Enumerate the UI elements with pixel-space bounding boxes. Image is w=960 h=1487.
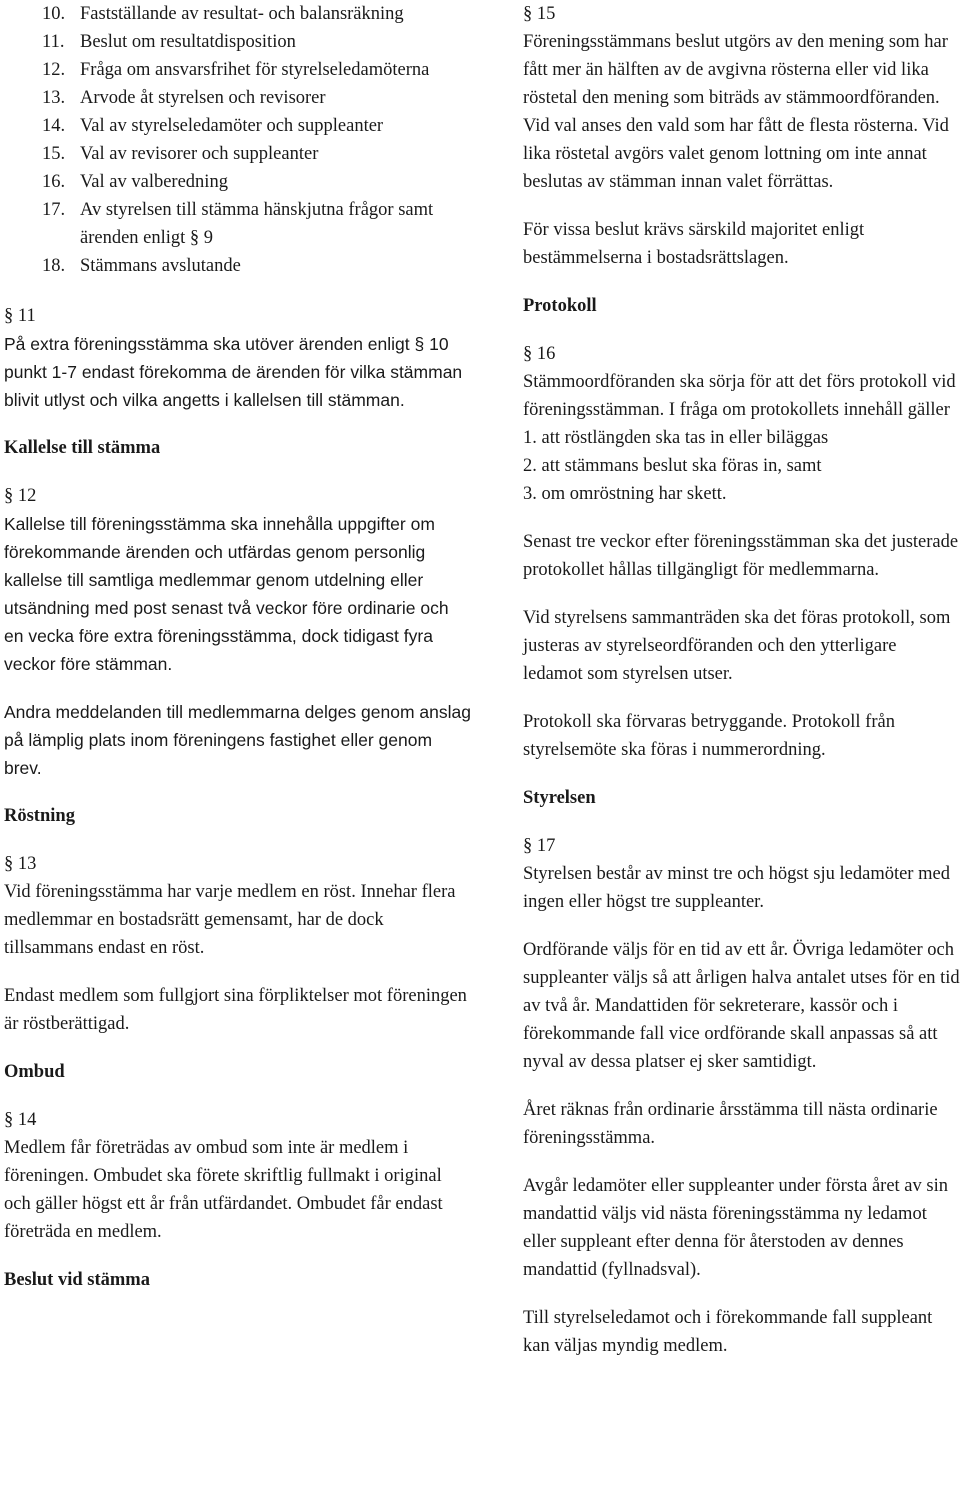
spacer	[523, 196, 960, 216]
spacer	[523, 1076, 960, 1096]
spacer	[4, 678, 472, 698]
section-number-17: § 17	[523, 836, 556, 856]
spacer	[523, 916, 960, 936]
list-item: 10. Fastställande av resultat- och balansräkning	[42, 4, 404, 24]
spacer	[523, 508, 960, 528]
spacer	[4, 782, 472, 802]
list-item: 13. Arvode åt styrelsen och revisorer	[42, 88, 326, 108]
section-12-text: Kallelse till föreningsstämma ska innehålla uppgifter om förekommande ärenden och utfärdas genom personlig kallelse till samtliga medlemmar genom utdelning eller utsändning med post senast två veckor före ordinarie och en vecka före extra föreningsstämma, dock tidigast fyra veckor före stämman.	[4, 514, 449, 674]
section-16-text-2: Senast tre veckor efter föreningsstämman ska det justerade protokollet hållas tillgängligt för medlemmarna.	[523, 532, 959, 580]
heading-ombud: Ombud	[4, 1062, 65, 1082]
spacer	[523, 1152, 960, 1172]
section-11-text: På extra föreningsstämma ska utöver ärenden enligt § 10 punkt 1-7 endast förekomma de ärenden för vilka stämman blivit utlyst och vilka angetts i kallelsen till stämman.	[4, 334, 463, 410]
section-17-text-5: Till styrelseledamot och i förekommande fall suppleant kan väljas myndig medlem.	[523, 1308, 933, 1356]
spacer	[523, 1284, 960, 1304]
section-15-text: Föreningsstämmans beslut utgörs av den mening som har fått mer än hälften av de avgivna rösterna eller vid lika röstetal den mening som biträds av stämmoordföranden. Vid val anses den vald som har fått de flesta rösterna. Vid lika röstetal avgörs valet genom lottning om inte annat beslutas av stämman innan valet förrättas.	[523, 32, 949, 192]
list-item: 18. Stämmans avslutande	[42, 256, 241, 276]
list-item: 11. Beslut om resultatdisposition	[42, 32, 296, 52]
left-column	[4, 0, 472, 1294]
section-15-text-2: För vissa beslut krävs särskild majoritet enligt bestämmelserna i bostadsrättslagen.	[523, 220, 865, 268]
section-number-12: § 12	[4, 486, 37, 506]
spacer	[4, 462, 472, 482]
spacer	[523, 812, 960, 832]
spacer	[523, 320, 960, 340]
section-12-text-2: Andra meddelanden till medlemmarna delges genom anslag på lämplig plats inom föreningens fastighet eller genom brev.	[4, 702, 471, 778]
heading-protokoll: Protokoll	[523, 296, 597, 316]
section-13-text-2: Endast medlem som fullgjort sina förpliktelser mot föreningen är röstberättigad.	[4, 986, 467, 1034]
heading-beslut: Beslut vid stämma	[4, 1270, 150, 1290]
spacer	[4, 414, 472, 434]
section-13-text: Vid föreningsstämma har varje medlem en röst. Innehar flera medlemmar en bostadsrätt gemensamt, har de dock tillsammans endast en röst.	[4, 882, 456, 958]
section-14-text: Medlem får företrädas av ombud som inte är medlem i föreningen. Ombudet ska förete skriftlig fullmakt i original och gäller högst ett år från utfärdandet. Ombudet får endast företräda en medlem.	[4, 1138, 443, 1242]
agenda-list	[4, 0, 472, 280]
section-number-11: § 11	[4, 306, 36, 326]
list-item: 17. Av styrelsen till stämma hänskjutna frågor samt ärenden enligt § 9	[42, 200, 434, 248]
section-number-13: § 13	[4, 854, 37, 874]
heading-kallelse: Kallelse till stämma	[4, 438, 161, 458]
spacer	[523, 688, 960, 708]
section-number-14: § 14	[4, 1110, 37, 1130]
section-17-text-4: Avgår ledamöter eller suppleanter under första året av sin mandattid väljs vid nästa föreningsstämma ny ledamot eller suppleant efter denna för återstoden av dennes mandattid (fyllnadsval).	[523, 1176, 948, 1280]
heading-styrelsen: Styrelsen	[523, 788, 596, 808]
list-item: 12. Fråga om ansvarsfrihet för styrelseledamöterna	[42, 60, 430, 80]
spacer	[4, 280, 472, 302]
spacer	[4, 1246, 472, 1266]
list-item: 16. Val av valberedning	[42, 172, 228, 192]
spacer	[4, 1038, 472, 1058]
right-column	[523, 0, 960, 1360]
list-item: 1. att röstlängden ska tas in eller biläggas	[523, 428, 829, 448]
section-16-text-3: Vid styrelsens sammanträden ska det föras protokoll, som justeras av styrelseordföranden och den ytterligare ledamot som styrelsen utser.	[523, 608, 951, 684]
section-number-15: § 15	[523, 4, 556, 24]
list-item: 14. Val av styrelseledamöter och suppleanter	[42, 116, 384, 136]
heading-rostning: Röstning	[4, 806, 75, 826]
list-item: 3. om omröstning har skett.	[523, 484, 727, 504]
section-number-16: § 16	[523, 344, 556, 364]
section-17-text-2: Ordförande väljs för en tid av ett år. Övriga ledamöter och suppleanter väljs så att årligen halva antalet utses för en tid av två år. Mandattiden för sekreterare, kassör och i förekommande fall vice ordförande skall anpassas så att nyval av dessa platser ej sker samtidigt.	[523, 940, 960, 1072]
list-item: 2. att stämmans beslut ska föras in, samt	[523, 456, 822, 476]
section-16-text: Stämmoordföranden ska sörja för att det förs protokoll vid föreningsstämman. I fråga om protokollets innehåll gäller	[523, 372, 956, 420]
list-item: 15. Val av revisorer och suppleanter	[42, 144, 319, 164]
spacer	[523, 272, 960, 292]
section-17-text-3: Året räknas från ordinarie årsstämma till nästa ordinarie föreningsstämma.	[523, 1100, 938, 1148]
spacer	[523, 584, 960, 604]
spacer	[4, 962, 472, 982]
section-17-text: Styrelsen består av minst tre och högst sju ledamöter med ingen eller högst tre suppleanter.	[523, 864, 950, 912]
spacer	[4, 830, 472, 850]
spacer	[523, 764, 960, 784]
spacer	[4, 1086, 472, 1106]
section-16-text-4: Protokoll ska förvaras betryggande. Protokoll från styrelsemöte ska föras i nummerordning.	[523, 712, 895, 760]
